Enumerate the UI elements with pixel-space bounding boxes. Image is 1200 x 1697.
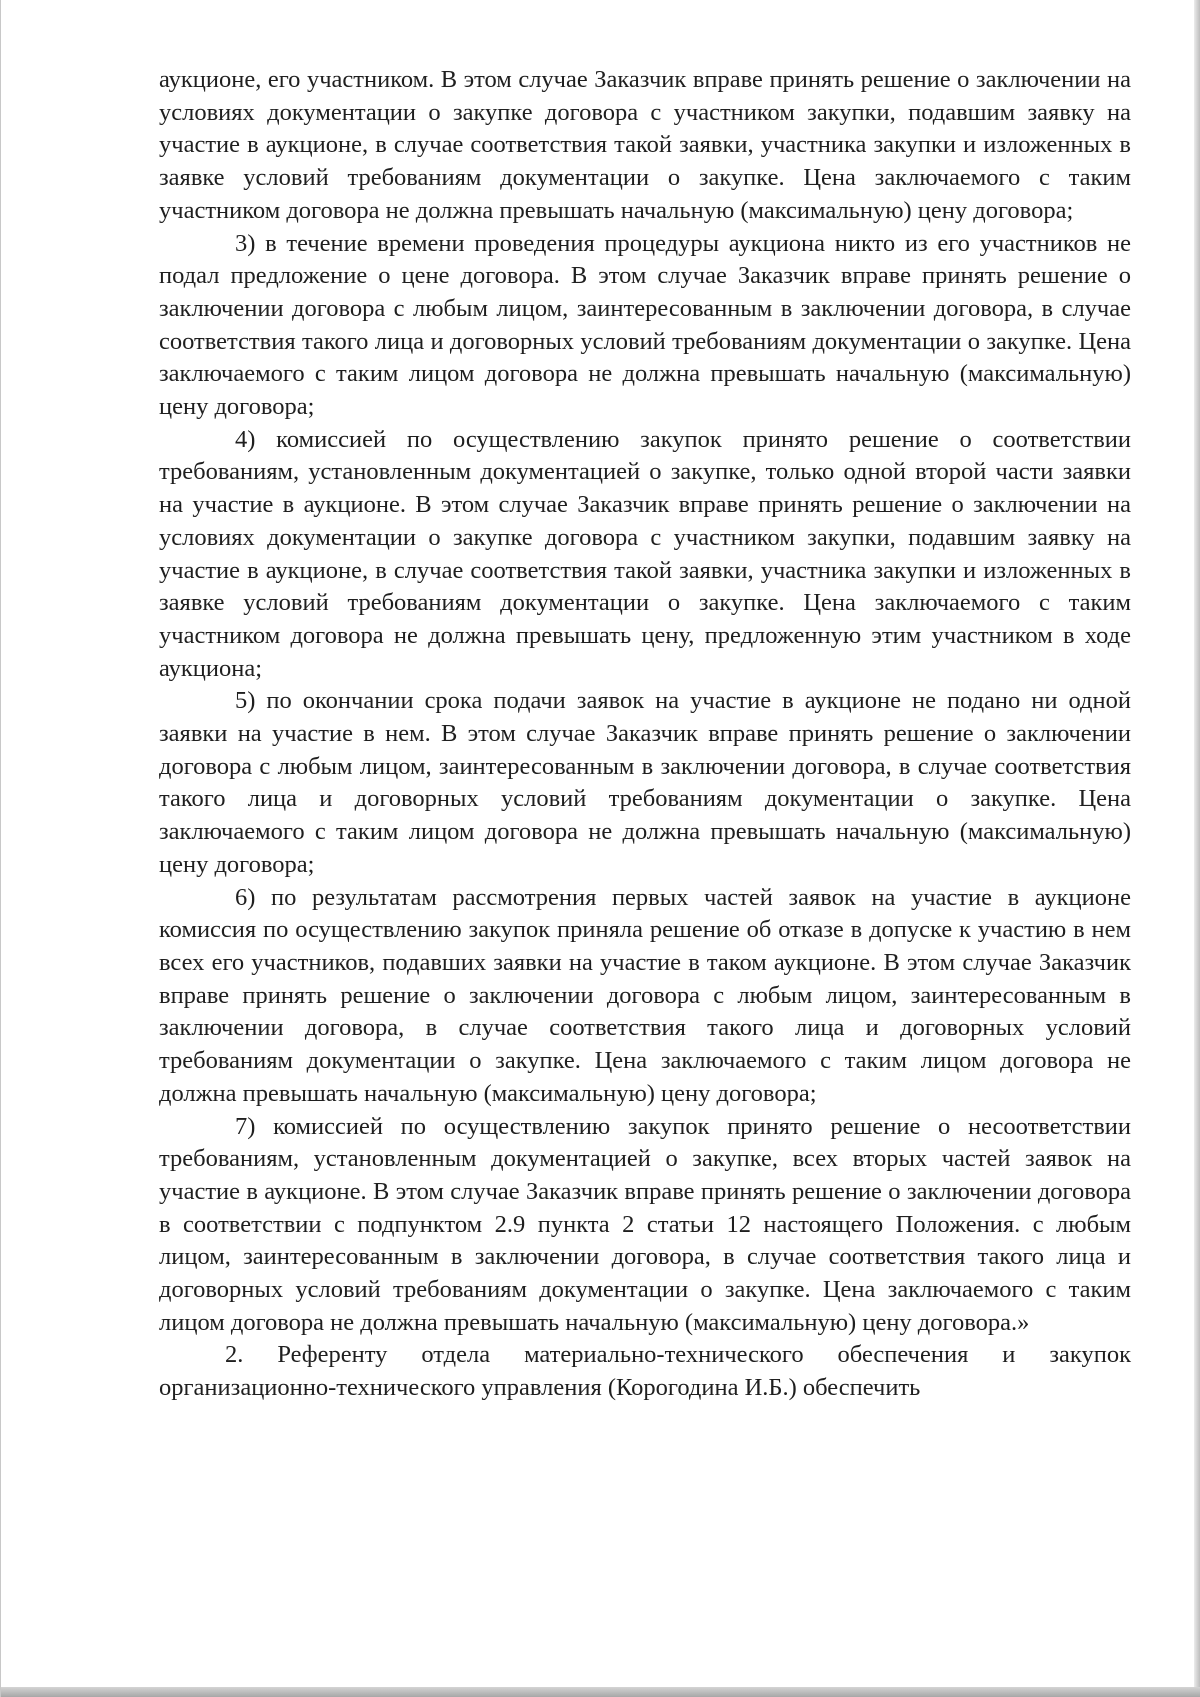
page-bottom-edge-shadow — [1, 1687, 1200, 1697]
paragraph-item-6: 6) по результатам рассмотрения первых частей заявок на участие в аукционе комиссия по осуществлению закупок приняла решение об отказе в допуске к участию в нем всех его участников, подавших заявки на участие в таком аукционе. В этом случае Заказчик вправе принять решение о заключении договора с любым лицом, заинтересованным в заключении договора, в случае соответствия такого лица и договорных условий требованиям документации о закупке. Цена заключаемого с таким лицом договора не должна превышать начальную (максимальную) цену договора; — [159, 883, 1131, 1107]
document-body — [159, 64, 1131, 1405]
page-right-edge-shadow — [1194, 0, 1200, 1697]
paragraph-continuation: аукционе, его участником. В этом случае Заказчик вправе принять решение о заключении на условиях документации о закупке договора с участником закупки, подавшим заявку на участие в аукционе, в случае соответствия такой заявки, участника закупки и изложенных в заявке условий требованиям документации о закупке. Цена заключаемого с таким участником договора не должна превышать начальную (максимальную) цену договора; — [159, 66, 1131, 224]
paragraph-item-7: 7) комиссией по осуществлению закупок принято решение о несоответствии требованиям, установленным документацией о закупке, всех вторых частей заявок на участие в аукционе. В этом случае Заказчик вправе принять решение о заключении договора в соответствии с подпунктом 2.9 пункта 2 статьи 12 настоящего Положения. с любым лицом, заинтересованным в заключении договора, в случае соответствия такого лица и договорных условий требованиям документации о закупке. Цена заключаемого с таким лицом договора не должна превышать начальную (максимальную) цену договора.» — [159, 1112, 1131, 1336]
paragraph-item-3: 3) в течение времени проведения процедуры аукциона никто из его участников не подал предложение о цене договора. В этом случае Заказчик вправе принять решение о заключении договора с любым лицом, заинтересованным в заключении договора, в случае соответствия такого лица и договорных условий требованиям документации о закупке. Цена заключаемого с таким лицом договора не должна превышать начальную (максимальную) цену договора; — [159, 229, 1131, 421]
paragraph-item-5: 5) по окончании срока подачи заявок на участие в аукционе не подано ни одной заявки на участие в нем. В этом случае Заказчик вправе принять решение о заключении договора с любым лицом, заинтересованным в заключении договора, в случае соответствия такого лица и договорных условий требованиям документации о закупке. Цена заключаемого с таким лицом договора не должна превышать начальную (максимальную) цену договора; — [159, 687, 1131, 878]
paragraph-item-4: 4) комиссией по осуществлению закупок принято решение о соответствии требованиям, установленным документацией о закупке, только одной второй части заявки на участие в аукционе. В этом случае Заказчик вправе принять решение о заключении на условиях документации о закупке договора с участником закупки, подавшим заявку на участие в аукционе, в случае соответствия такой заявки, участника закупки и изложенных в заявке условий требованиям документации о закупке. Цена заключаемого с таким участником договора не должна превышать цену, предложенную этим участником в ходе аукциона; — [159, 425, 1131, 682]
paragraph-clause-2: 2. Референту отдела материально-технического обеспечения и закупок организационно-технического управления (Корогодина И.Б.) обеспечить — [159, 1341, 1131, 1402]
